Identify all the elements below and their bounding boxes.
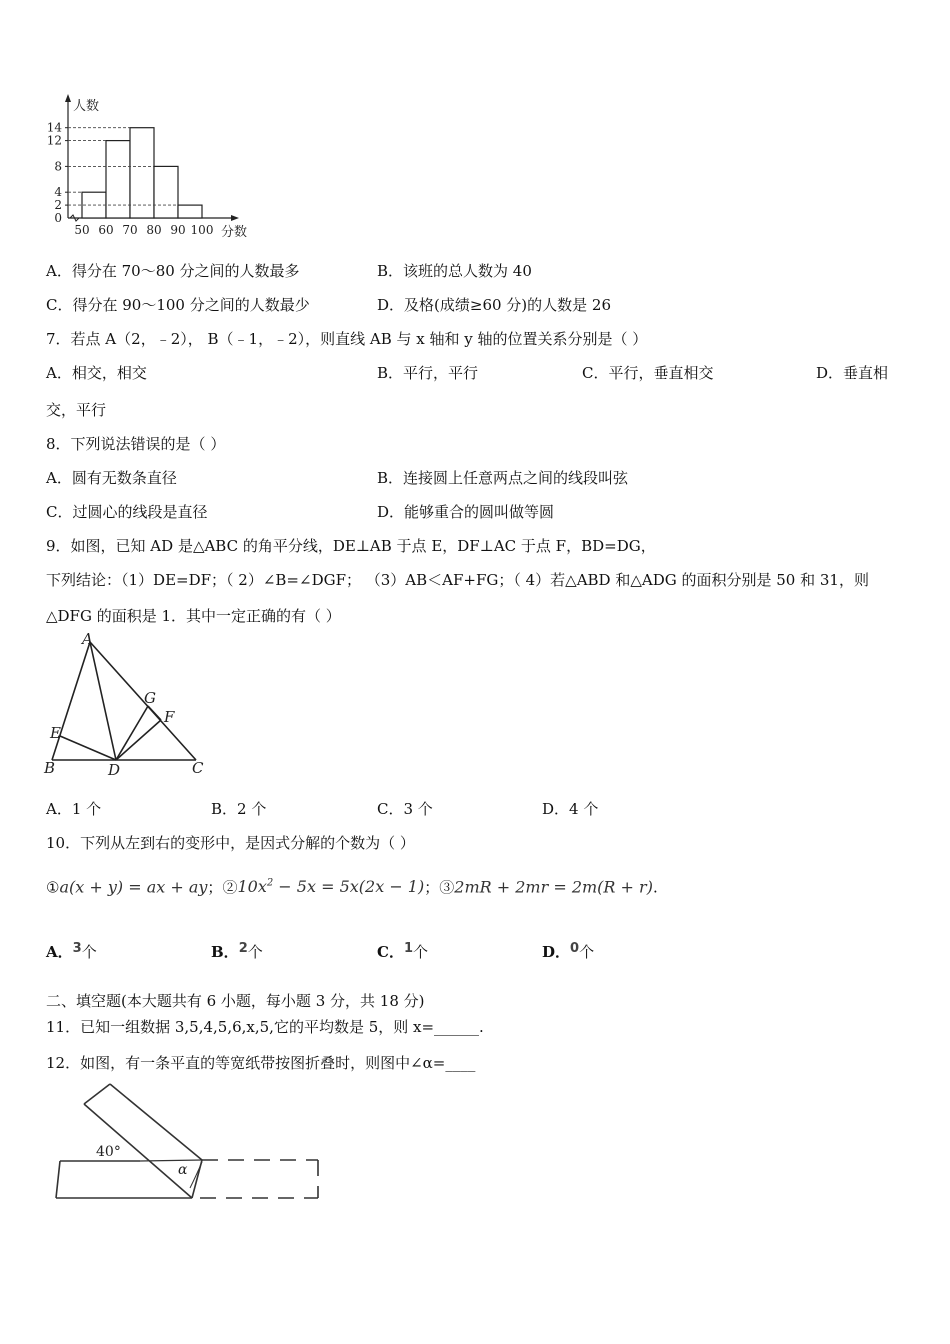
q10-option-b-number: 2 [238,941,248,956]
q10-marker-2: ② [222,878,238,897]
q12-stem: 12．如图，有一条平直的等宽纸带按图折叠时，则图中∠α=____ [46,1054,476,1072]
q10-end-period: . [652,878,658,897]
q9-stem-line2: 下列结论：（1）DE=DF；（ 2）∠B=∠DGF； （3）AB＜AF+FG；（ 4）若△ABD 和△ADG 的面积分别是 50 和 31，则 [46,571,869,589]
q8-option-d: D．能够重合的圆叫做等圆 [377,503,555,521]
histogram-bar [178,205,202,218]
label-g: G [144,689,156,707]
q8-option-a: A．圆有无数条直径 [46,469,177,487]
label-f: F [164,708,175,726]
q10-option-b-unit: 个 [247,943,263,961]
histogram-xlabel: 分数 [221,225,248,240]
q7-option-d-continued: 交，平行 [46,401,107,419]
q6-option-b: B．该班的总人数为 40 [377,262,532,280]
q7-stem: 7．若点 A（2，﹣2）， B（﹣1，﹣2），则直线 AB 与 x 轴和 y 轴的位置关系分别是（ ） [46,330,648,348]
q10-option-d-label: D． [542,943,571,961]
q7-option-b: B．平行，平行 [377,364,479,382]
q10-marker-3: ③ [439,878,455,897]
x-tick-label: 60 [98,223,114,237]
triangle-figure [40,632,220,782]
x-tick-label: 80 [146,223,162,237]
x-axis-arrow [231,215,239,221]
q10-option-c-label: C． [377,943,404,961]
q10-option-a-label: A． [46,943,73,961]
histogram-bar [130,128,154,218]
y-tick-label: 2 [54,198,62,213]
x-tick-label: 70 [122,223,138,237]
q10-expression-2 [237,877,424,896]
folded-strip-figure [50,1080,330,1210]
q10-expression-1: a(x + y) = ax + ay [59,877,208,897]
q9-option-a: A．1 个 [46,800,102,818]
q10-option-d-number: 0 [570,941,580,956]
q9-stem-line1: 9．如图，已知 AD 是△ABC 的角平分线，DE⊥AB 于点 E，DF⊥AC 于点 F，BD=DG， [46,537,656,555]
q6-option-a: A．得分在 70～80 分之间的人数最多 [46,262,300,280]
q10-expression-2-lead: 10x [237,877,267,897]
q9-option-d: D．4 个 [542,800,599,818]
q10-option-a-unit: 个 [81,943,97,961]
q9-option-c: C．3 个 [377,800,433,818]
q10-stem: 10．下列从左到右的变形中，是因式分解的个数为（ ） [46,834,415,852]
q7-option-c: C．平行，垂直相交 [582,364,714,382]
alpha-label: α [178,1162,188,1178]
q10-option-a [46,942,97,964]
histogram-bar [154,166,178,218]
histogram-bar [106,141,130,218]
x-tick-label: 100 [190,223,214,237]
q7-option-d: D．垂直相 [816,364,889,382]
x-tick-label: 50 [74,223,90,237]
q10-option-c-unit: 个 [413,943,429,961]
histogram-ylabel: 人数 [73,99,100,114]
q10-expression-2-exponent: 2 [266,878,274,889]
q10-option-c-number: 1 [403,941,413,956]
q8-option-b: B．连接圆上任意两点之间的线段叫弦 [377,469,629,487]
label-d: D [108,761,121,779]
q10-option-d-unit: 个 [579,943,595,961]
q8-stem: 8．下列说法错误的是（ ） [46,435,226,453]
q10-separator-1: ； [207,878,223,897]
q10-option-c [377,942,428,964]
q10-marker-1: ① [46,878,60,897]
label-e: E [50,724,61,742]
q10-option-b [211,942,263,964]
q6-option-d: D．及格(成绩≥60 分)的人数是 26 [377,296,612,314]
section-2-title: 二、填空题(本大题共有 6 小题，每小题 3 分，共 18 分) [46,992,425,1010]
y-tick-label: 14 [46,120,62,135]
angle-40-label: 40° [96,1144,121,1160]
q7-option-a: A．相交，相交 [46,364,147,382]
q8-option-c: C．过圆心的线段是直径 [46,503,208,521]
label-c: C [192,759,204,777]
y-tick-label: 0 [54,211,62,225]
q10-expression-3: 2mR + 2mr = 2m(R + r) [454,877,653,897]
q11-stem: 11．已知一组数据 3,5,4,5,6,x,5,它的平均数是 5，则 x=______. [46,1018,484,1036]
q9-option-b: B．2 个 [211,800,267,818]
score-histogram [35,92,295,242]
y-tick-label: 4 [54,185,62,200]
q10-option-a-number: 3 [72,941,82,956]
label-b: B [44,759,56,777]
label-a: A [82,632,93,648]
y-tick-label: 8 [54,159,62,174]
q10-separator-2: ； [424,878,440,897]
q10-expression-2-rest: − 5x = 5x(2x − 1) [273,877,425,897]
x-tick-label: 90 [170,223,186,237]
q9-stem-line3: △DFG 的面积是 1．其中一定正确的有（ ） [46,607,341,625]
q10-expressions [46,874,658,897]
q10-option-d [542,942,594,964]
y-axis-arrow [65,94,71,102]
y-tick-label: 12 [46,133,62,148]
q6-option-c: C．得分在 90～100 分之间的人数最少 [46,296,310,314]
q10-option-b-label: B． [211,943,239,961]
